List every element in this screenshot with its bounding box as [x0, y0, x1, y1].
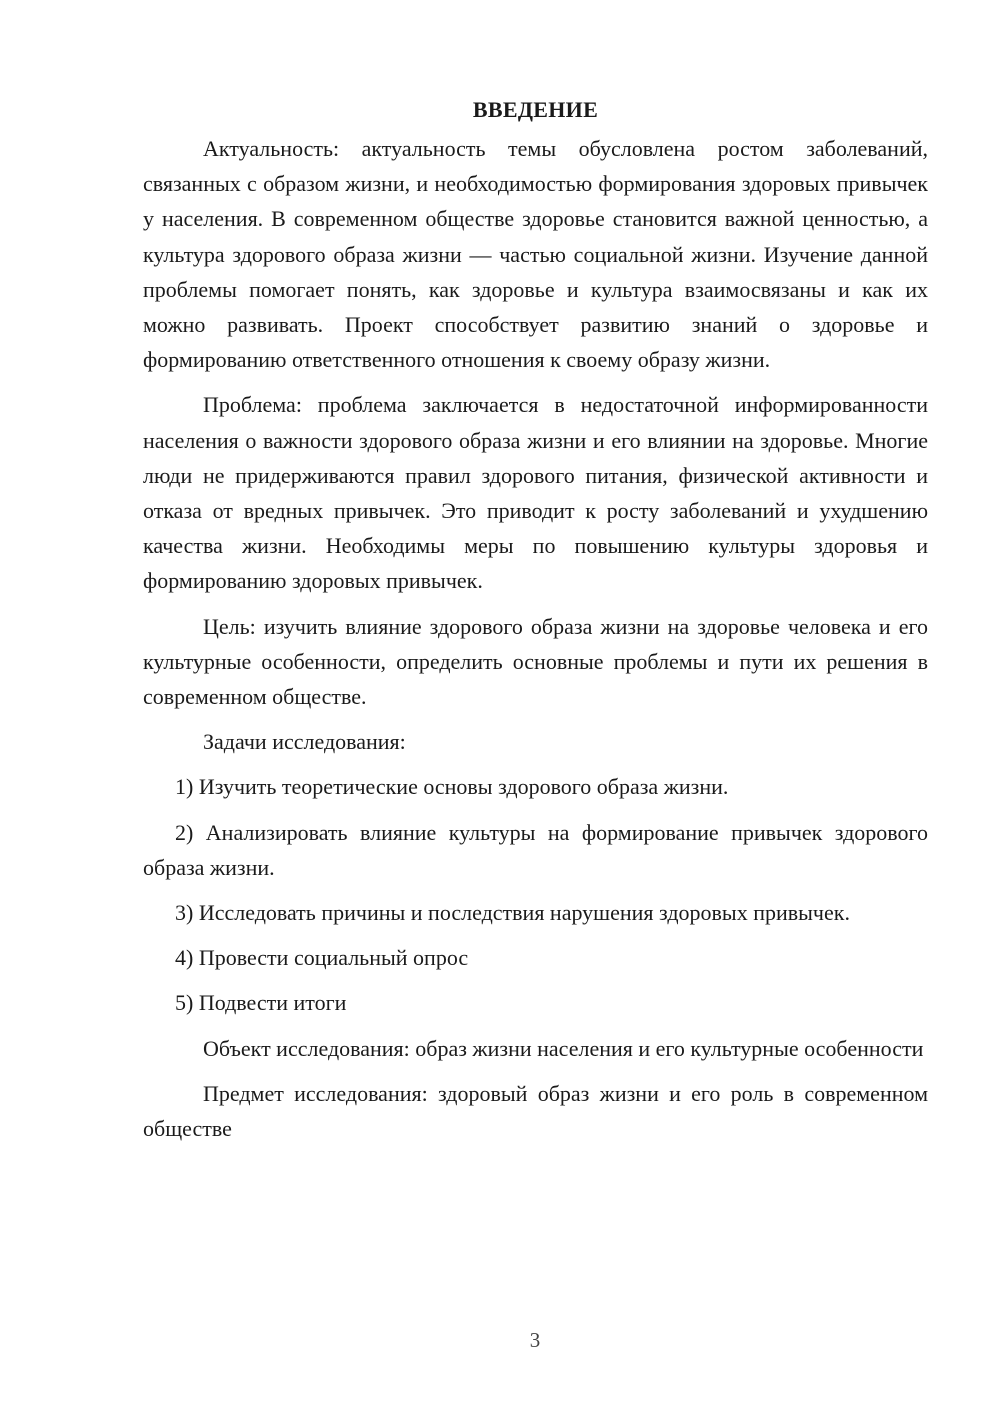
task-item-5: 5) Подвести итоги	[175, 990, 347, 1016]
task-item-2: 2) Анализировать влияние культуры на формирование привычек здорового образа жизни.	[143, 819, 928, 880]
paragraph-problem: Проблема: проблема заключается в недостаточной информированности населения о важности здорового образа жизни и его влиянии на здоровье. Многие люди не придерживаются правил здорового питания, физической активности и отказа от вредных привычек. Это приводит к росту заболеваний и ухудшению качества жизни. Необходимы меры по повышению культуры здоровья и формированию здоровых привычек.	[143, 392, 928, 594]
task-item-4: 4) Провести социальный опрос	[175, 945, 469, 971]
page-number: 3	[529, 1328, 541, 1352]
task-item-3: 3) Исследовать причины и последствия нарушения здоровых привычек.	[175, 900, 850, 926]
paragraph-goal: Цель: изучить влияние здорового образа жизни на здоровье человека и его культурные особенности, определить основные проблемы и пути их решения в современном обществе.	[143, 613, 928, 710]
paragraph-relevance: Актуальность: актуальность темы обусловлена ростом заболеваний, связанных с образом жизни, и необходимостью формирования здоровых привычек у населения. В современном обществе здоровье становится важной ценностью, а культура здорового образа жизни — частью социальной жизни. Изучение данной проблемы помогает понять, как здоровье и культура взаимосвязаны и как их можно развивать. Проект способствует развитию знаний о здоровье и формированию ответственного отношения к своему образу жизни.	[143, 136, 928, 373]
paragraph-subject: Предмет исследования: здоровый образ жизни и его роль в современном обществе	[143, 1080, 928, 1142]
document-page	[143, 92, 928, 1156]
paragraph-object: Объект исследования: образ жизни населения и его культурные особенности	[203, 1035, 924, 1061]
paragraph-tasks-heading: Задачи исследования:	[203, 729, 406, 755]
document-title: ВВЕДЕНИЕ	[472, 97, 599, 122]
task-item-1: 1) Изучить теоретические основы здорового образа жизни.	[175, 774, 729, 800]
